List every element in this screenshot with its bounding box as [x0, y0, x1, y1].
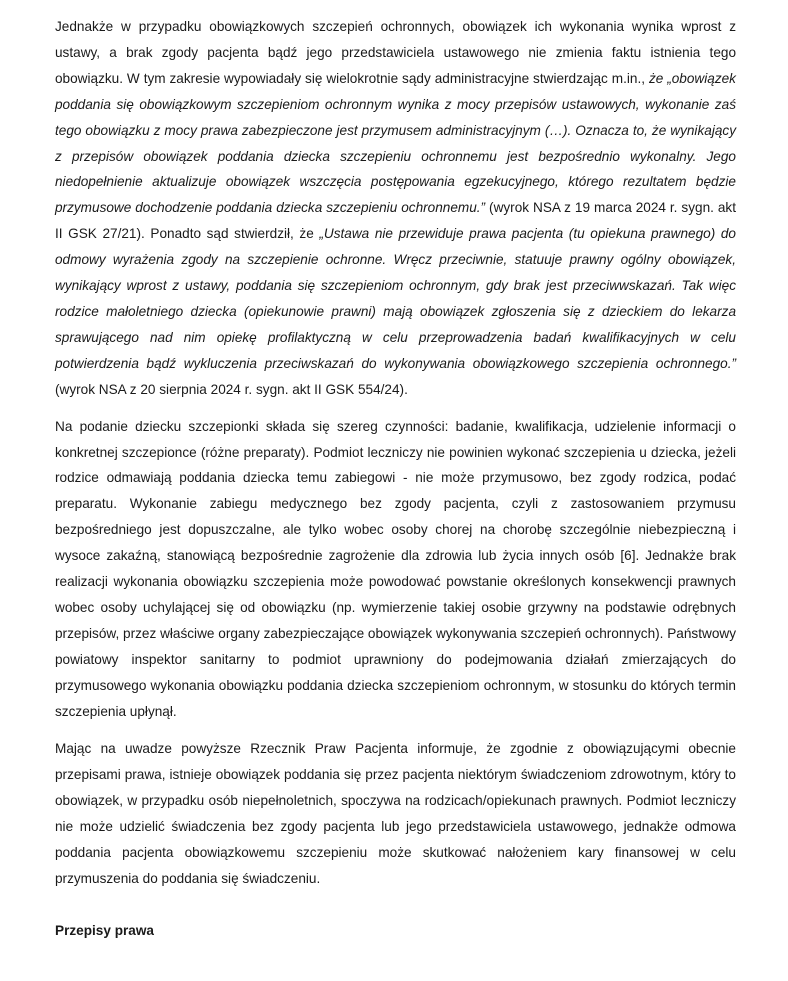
paragraph-ombudsman-conclusion: Mając na uwadze powyższe Rzecznik Praw Pacjenta informuje, że zgodnie z obowiązującymi obecnie przepisami prawa, istnieje obowiązek poddania się przez pacjenta niektórym świadczeniom zdrowotnym, który to obowiązek, w przypadku osób niepełnoletnich, spoczywa na rodzicach/opiekunach prawnych. Podmiot leczniczy nie może udzielić świadczenia bez zgody pacjenta lub jego przedstawiciela ustawowego, jednakże odmowa poddania pacjenta obowiązkowemu szczepieniu może skutkować nałożeniem kary finansowej w celu przymuszenia do poddania się świadczeniu.: [55, 741, 736, 886]
citation-text: (wyrok NSA z 20 sierpnia 2024 r. sygn. akt II GSK 554/24).: [55, 381, 408, 397]
quote-nsa-2024-03: że „obowiązek poddania się obowiązkowym szczepieniom ochronnym wynika z mocy przepisów ustawowych, wykonanie zaś tego obowiązku z mocy prawa zabezpieczone jest przymusem administracyjnym (…). Oznacza to, że wynikający z przepisów obowiązek poddania dziecka szczepieniu ochronnemu jest bezpośrednio wykonalny. Jego niedopełnienie aktualizuje obowiązek wszczęcia postępowania egzekucyjnego, którego rezultatem będzie przymusowe dochodzenie poddania dziecka szczepieniu ochronnemu.”: [55, 70, 736, 216]
paragraph-court-rulings: [55, 14, 736, 403]
quote-nsa-2024-08: „Ustawa nie przewiduje prawa pacjenta (tu opiekuna prawnego) do odmowy wyrażenia zgody na szczepienie ochronne. Wręcz przeciwnie, statuuje prawny ogólny obowiązek, wynikający wprost z ustawy, poddania się szczepieniom ochronnym, gdy brak jest przeciwwskazań. Tak więc rodzice małoletniego dziecka (opiekunowie prawni) mają obowiązek zgłoszenia się z dzieckiem do lekarza sprawującego nad nim opiekę profilaktyczną w celu przeprowadzenia badań kwalifikacyjnych w celu potwierdzenia bądź wykluczenia przeciwskazań do wykonywania obowiązkowego szczepienia ochronnego.”: [55, 226, 736, 371]
paragraph-text: Jednakże w przypadku obowiązkowych szczepień ochronnych, obowiązek ich wykonania wynika wprost z ustawy, a brak zgody pacjenta bądź jego przedstawiciela ustawowego nie zmienia faktu istnienia tego obowiązku. W tym zakresie wypowiadały się wielokrotnie sądy administracyjne stwierdzając m.in.,: [55, 19, 736, 86]
section-heading: Przepisy prawa: [55, 922, 154, 938]
citation-text: (wyrok NSA z 19 marca 2024 r. sygn. akt II GSK 27/21). Ponadto sąd stwierdził, że: [55, 200, 736, 242]
paragraph-vaccination-procedure: Na podanie dziecku szczepionki składa się szereg czynności: badanie, kwalifikacja, udzielenie informacji o konkretnej szczepionce (różne preparaty). Podmiot leczniczy nie powinien wykonać szczepienia u dziecka, jeżeli rodzice odmawiają poddania dziecka temu zabiegowi - nie może przymusowo, bez zgody rodzica, podać preparatu. Wykonanie zabiegu medycznego bez zgody pacjenta, czyli z zastosowaniem przymusu bezpośredniego jest dopuszczalne, ale tylko wobec osoby chorej na chorobę szczególnie niebezpieczną i wysoce zakaźną, stanowiącą bezpośrednie zagrożenie dla zdrowia lub życia innych osób [6]. Jednakże brak realizacji wykonania obowiązku szczepienia może powodować powstanie określonych konsekwencji prawnych wobec osoby uchylającej się od obowiązku (np. wymierzenie takiej osobie grzywny na podstawie odrębnych przepisów, przez właściwe organy zabezpieczające obowiązek wykonywania szczepień ochronnych). Państwowy powiatowy inspektor sanitarny to podmiot uprawniony do podejmowania działań zmierzających do przymusowego wykonania obowiązku poddania dziecka szczepieniom ochronnym, w stosunku do których termin szczepienia upłynął.: [55, 418, 736, 719]
